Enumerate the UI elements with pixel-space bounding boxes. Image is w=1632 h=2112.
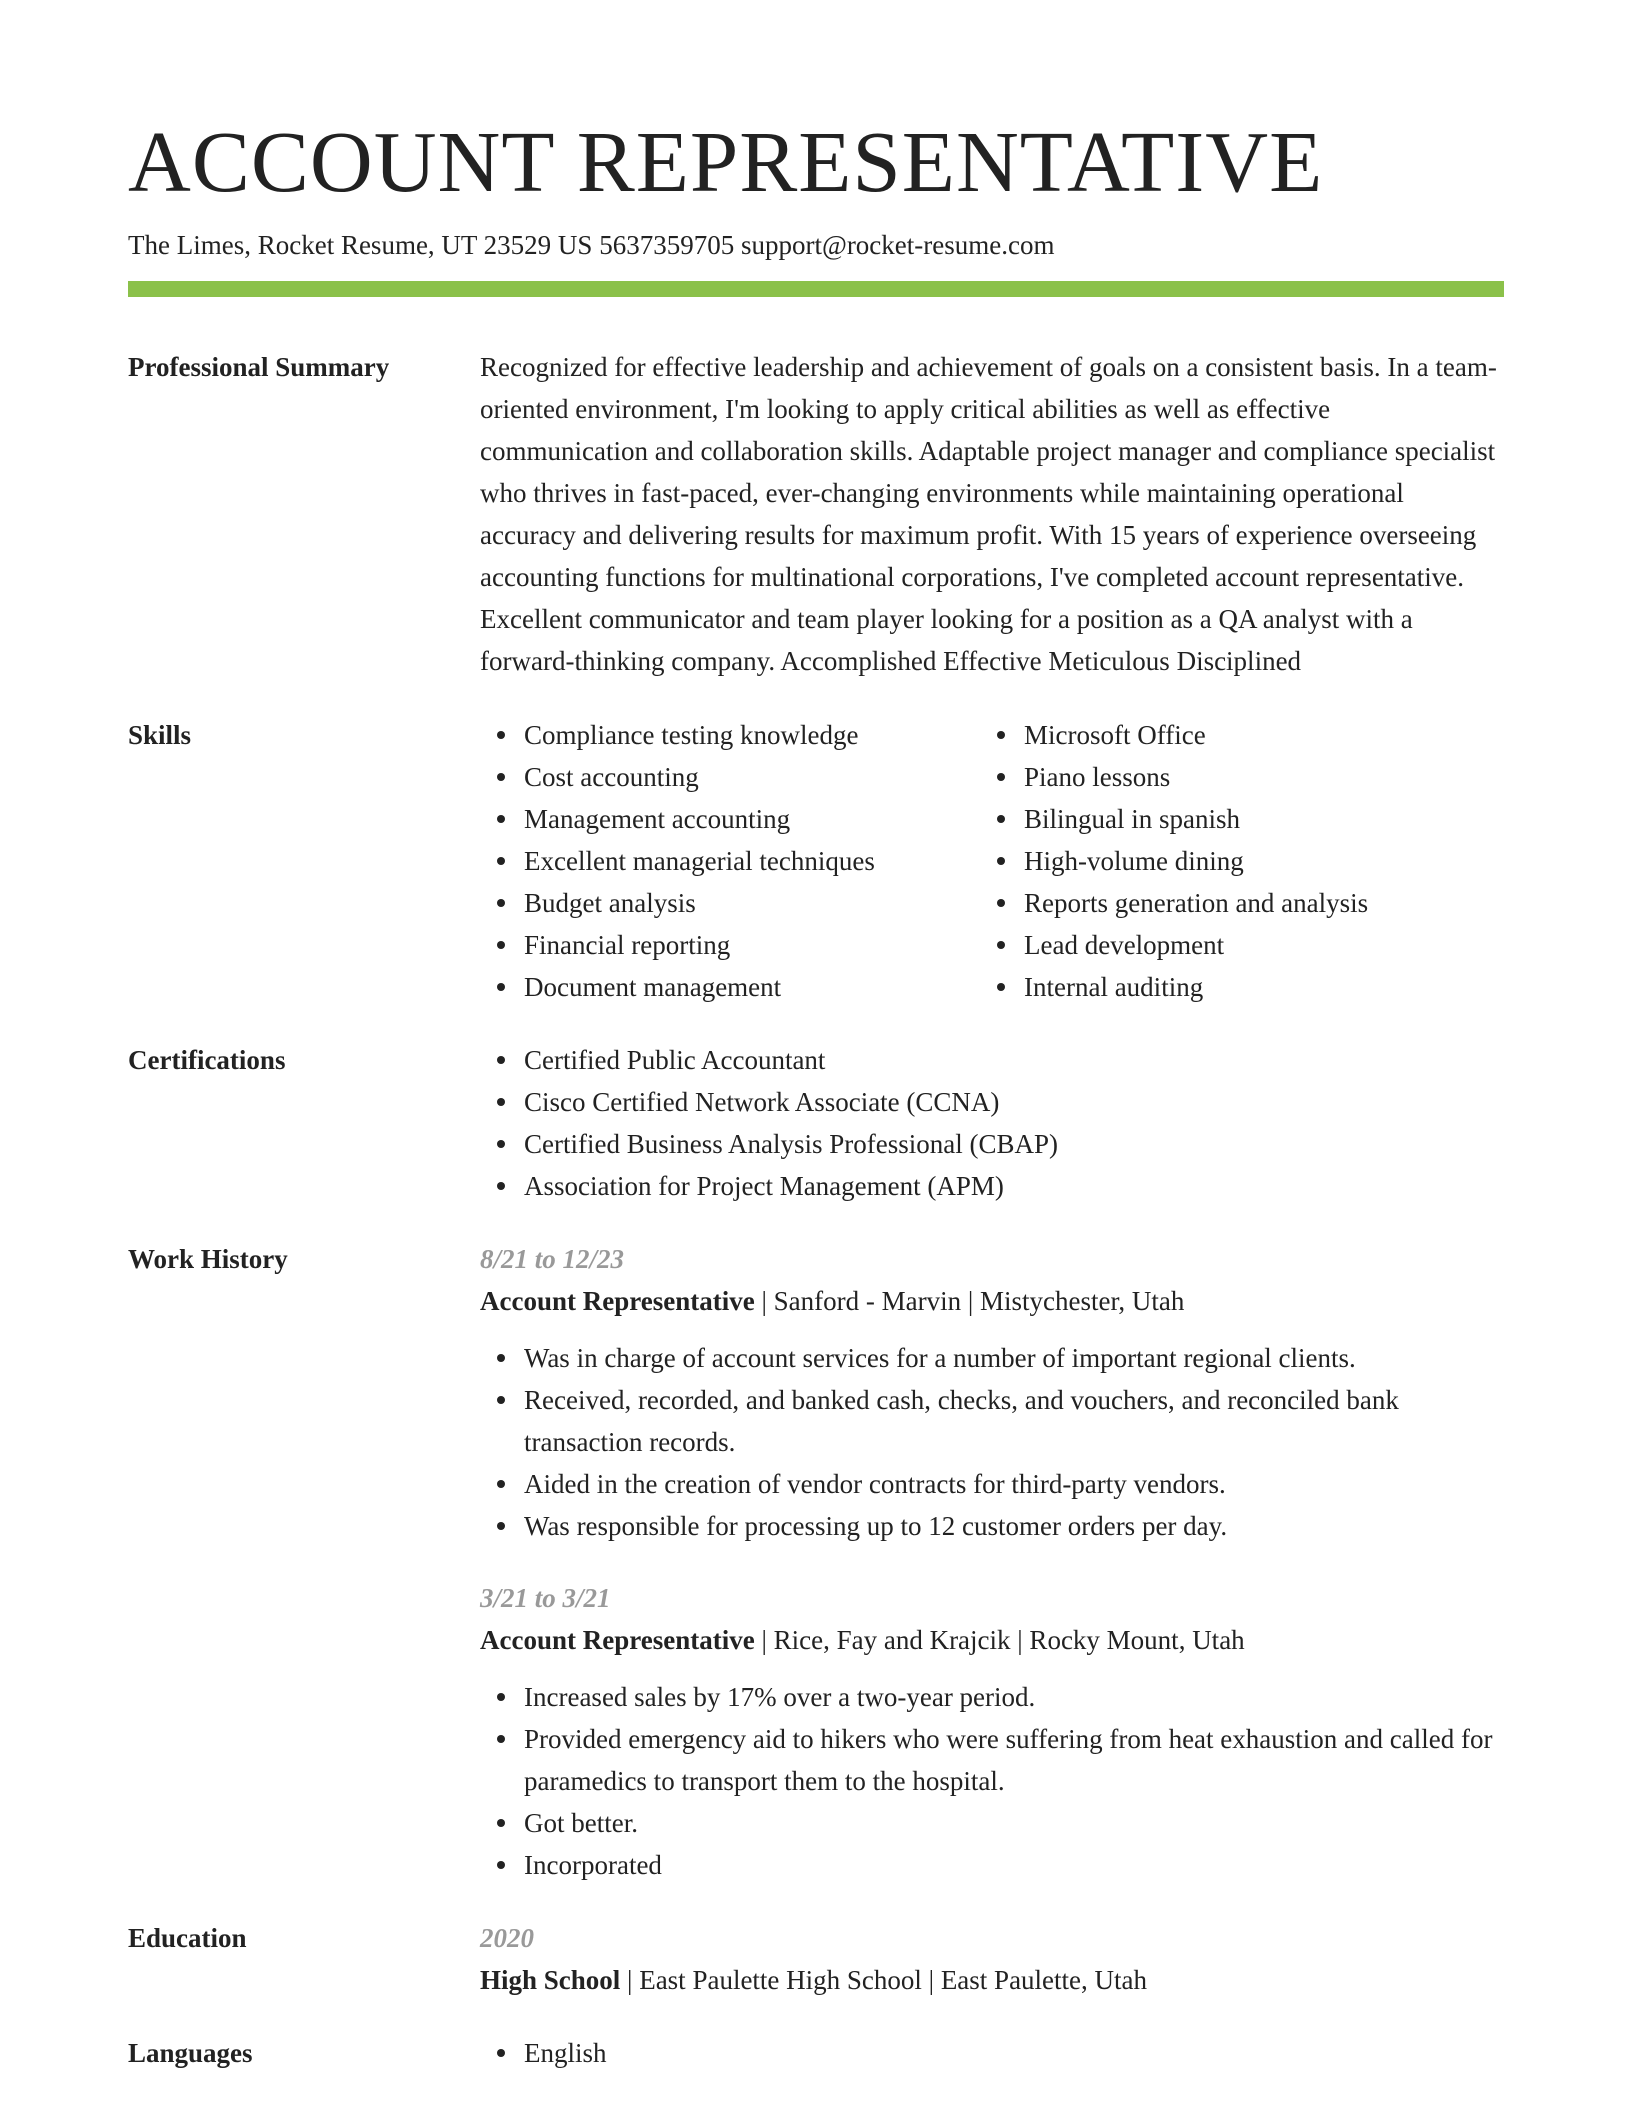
skill-item: Lead development [1024, 924, 1484, 966]
summary-heading: Professional Summary [128, 352, 390, 383]
skill-item: Management accounting [524, 798, 984, 840]
resume-title: ACCOUNT REPRESENTATIVE [128, 113, 1324, 210]
certifications-heading: Certifications [128, 1045, 286, 1076]
language-item: English [524, 2032, 1504, 2074]
job-dates: 8/21 to 12/23 [480, 1244, 625, 1275]
job-title: Account Representative [480, 1286, 755, 1317]
skills-list-right [984, 714, 1484, 1008]
job-title: Account Representative [480, 1625, 755, 1656]
job-bullet: Was in charge of account services for a number of important regional clients. [524, 1337, 1504, 1379]
skills-heading: Skills [128, 720, 192, 751]
summary-section [128, 346, 1504, 682]
languages-section [128, 2032, 1504, 2074]
job-bullet: Received, recorded, and banked cash, checks, and vouchers, and reconciled bank transaction records. [524, 1379, 1504, 1463]
contact-address: The Limes, Rocket Resume, UT 23529 US [128, 230, 593, 260]
education-heading: Education [128, 1923, 247, 1954]
resume-page [128, 0, 1504, 2074]
skill-item: Compliance testing knowledge [524, 714, 984, 756]
summary-text: Recognized for effective leadership and achievement of goals on a consistent basis. In a team-oriented environment, I'm looking to apply critical abilities as well as effective communication and collaboration skills. Adaptable project manager and compliance specialist who thrives in fast-paced, ever-changing environments while maintaining operational accuracy and delivering results for maximum profit. With 15 years of experience overseeing accounting functions for multinational corporations, I've completed account representative. Excellent communicator and team player looking for a position as a QA analyst with a forward-thinking company. Accomplished Effective Meticulous Disciplined [480, 352, 1497, 677]
certifications-section [128, 1039, 1504, 1207]
certification-item: Cisco Certified Network Associate (CCNA) [524, 1081, 1504, 1123]
work-history-heading: Work History [128, 1244, 288, 1275]
skill-item: Financial reporting [524, 924, 984, 966]
job-details: | Sanford - Marvin | Mistychester, Utah [754, 1286, 1185, 1317]
skill-item: Excellent managerial techniques [524, 840, 984, 882]
job-heading [480, 1280, 1504, 1322]
job-entry [480, 1577, 1504, 1886]
job-details: | Rice, Fay and Krajcik | Rocky Mount, Utah [754, 1625, 1245, 1656]
job-dates: 3/21 to 3/21 [480, 1583, 611, 1614]
certification-item: Association for Project Management (APM) [524, 1165, 1504, 1207]
job-bullets [480, 1676, 1504, 1886]
education-year: 2020 [480, 1923, 534, 1954]
skill-item: Cost accounting [524, 756, 984, 798]
contact-phone: 5637359705 [599, 230, 735, 260]
skills-list-left [480, 714, 984, 1008]
job-heading [480, 1619, 1504, 1661]
contact-line [128, 229, 1504, 261]
languages-list [480, 2032, 1504, 2074]
education-degree: High School [480, 1965, 621, 1996]
contact-email: support@rocket-resume.com [740, 230, 1055, 260]
job-bullets [480, 1337, 1504, 1547]
education-section [128, 1917, 1504, 2001]
education-heading-line [480, 1959, 1504, 2001]
certification-item: Certified Business Analysis Professional (CBAP) [524, 1123, 1504, 1165]
job-bullet: Provided emergency aid to hikers who were suffering from heat exhaustion and called for paramedics to transport them to the hospital. [524, 1718, 1504, 1802]
skill-item: Reports generation and analysis [1024, 882, 1484, 924]
certifications-list [480, 1039, 1504, 1207]
skill-item: Bilingual in spanish [1024, 798, 1484, 840]
job-bullet: Got better. [524, 1802, 1504, 1844]
job-bullet: Aided in the creation of vendor contracts for third-party vendors. [524, 1463, 1504, 1505]
skill-item: Budget analysis [524, 882, 984, 924]
work-history-section [128, 1238, 1504, 1886]
header-divider [128, 281, 1504, 297]
job-bullet: Incorporated [524, 1844, 1504, 1886]
job-bullet: Increased sales by 17% over a two-year period. [524, 1676, 1504, 1718]
job-entry [480, 1238, 1504, 1547]
skill-item: Internal auditing [1024, 966, 1484, 1008]
skill-item: Microsoft Office [1024, 714, 1484, 756]
skill-item: High-volume dining [1024, 840, 1484, 882]
languages-heading: Languages [128, 2038, 253, 2069]
certification-item: Certified Public Accountant [524, 1039, 1504, 1081]
job-bullet: Was responsible for processing up to 12 customer orders per day. [524, 1505, 1504, 1547]
skills-section [128, 714, 1504, 1008]
education-details: | East Paulette High School | East Paulette, Utah [620, 1965, 1148, 1996]
skill-item: Piano lessons [1024, 756, 1484, 798]
skill-item: Document management [524, 966, 984, 1008]
